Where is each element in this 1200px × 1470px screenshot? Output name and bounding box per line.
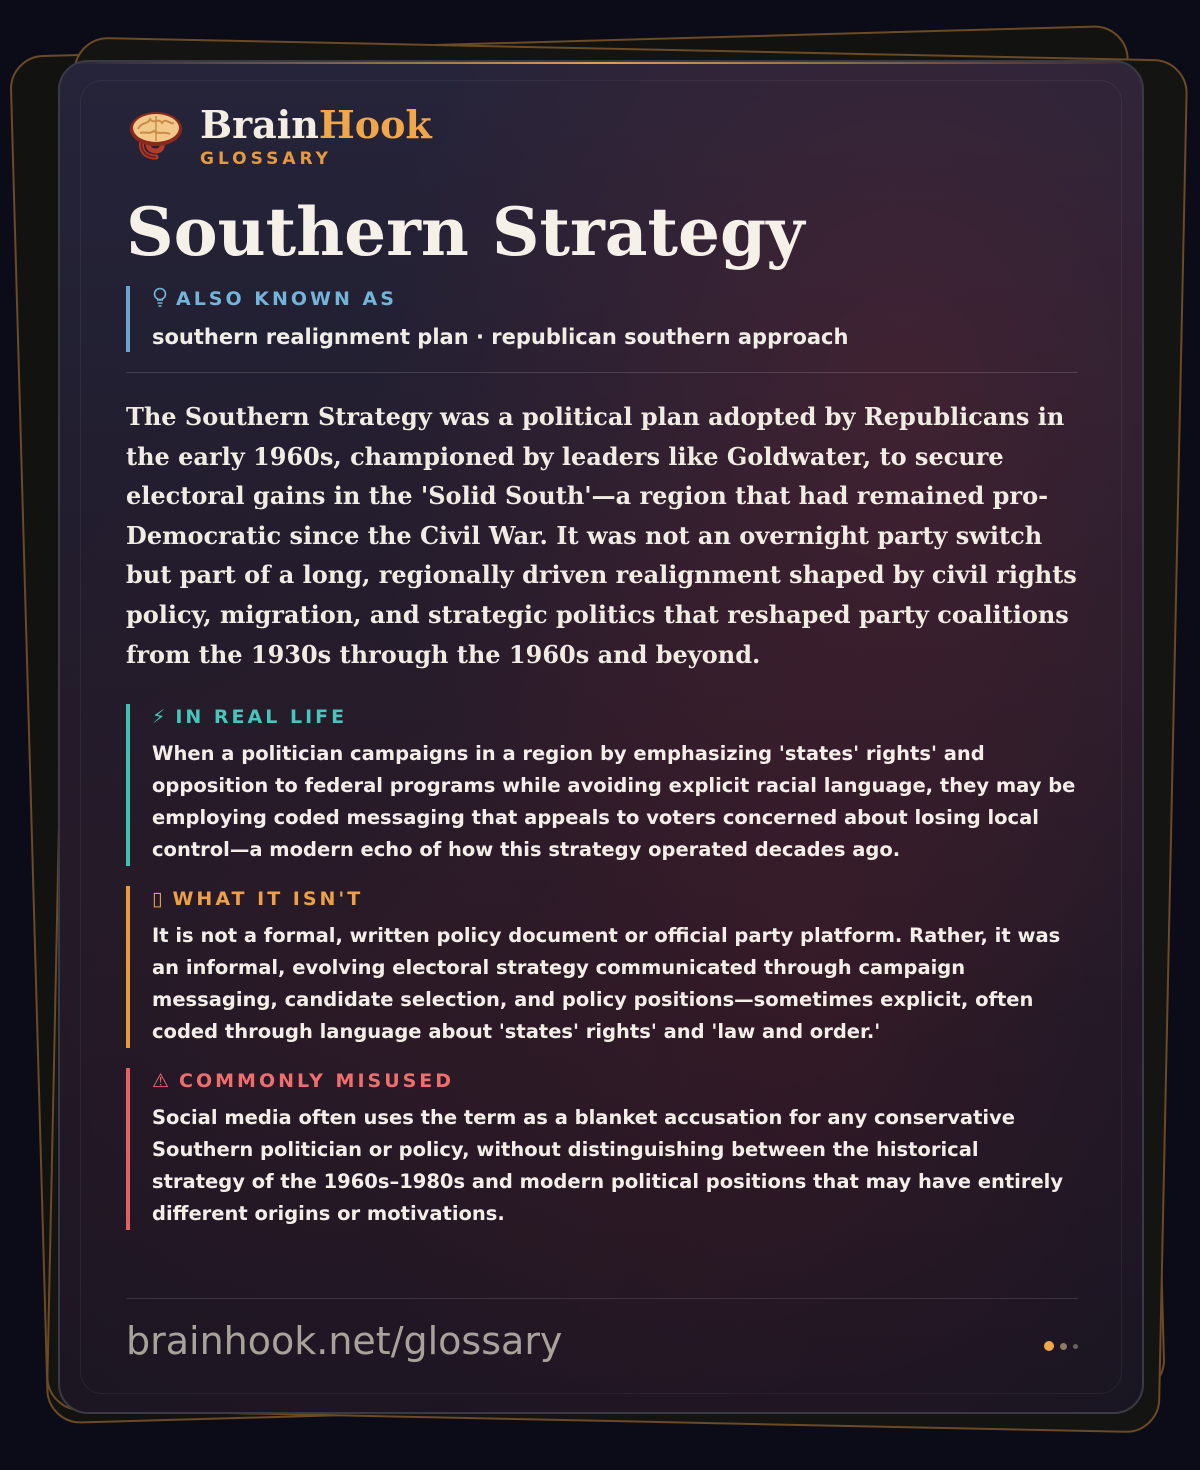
pagination-dot [1073, 1344, 1078, 1349]
brand-name-part2: Hook [318, 102, 432, 147]
pagination-dots [1038, 1341, 1078, 1351]
note-body: When a politician campaigns in a region by emphasizing 'states' rights' and opposition to federal programs while avoiding explicit racial language, they may be employing coded messaging that appeals to voters concerned about losing local control—a modern echo of how this strategy operated decades ago. [152, 742, 1076, 862]
definition-text: The Southern Strategy was a political plan adopted by Republicans in the early 1960s, championed by leaders like Goldwater, to secure electoral gains in the 'Solid South'—a region that had remained pro-Democratic since the Civil War. It was not an overnight party switch but part of a long, regionally driven realignment shaped by civil rights policy, migration, and strategic politics that reshaped party coalitions from the 1930s through the 1960s and beyond. [126, 402, 1077, 669]
lightning-icon: ⚡ [152, 706, 166, 729]
no-entry-icon: ▯ [152, 888, 163, 911]
term-title: Southern Strategy [126, 193, 805, 271]
card-content [126, 102, 1078, 1250]
brand-name [200, 102, 432, 147]
brain-hook-logo-icon [126, 107, 186, 167]
also-known-as-section [126, 286, 1078, 352]
warning-icon: ⚠ [152, 1070, 170, 1093]
glossary-card [58, 60, 1144, 1414]
note-heading [152, 1068, 1078, 1094]
brand-subtitle: GLOSSARY [200, 149, 332, 169]
note-in-real-life [126, 704, 1078, 866]
footer-url[interactable]: brainhook.net/glossary [126, 1319, 563, 1363]
also-known-as-label: ALSO KNOWN AS [176, 288, 397, 310]
note-heading [152, 886, 1078, 912]
note-heading-label: WHAT IT ISN'T [172, 888, 364, 911]
note-body: Social media often uses the term as a blanket accusation for any conservative Southern politician or policy, without distinguishing between the historical strategy of the 1960s–1980s and modern political positions that may have entirely different origins or motivations. [152, 1106, 1064, 1226]
divider [126, 372, 1078, 373]
note-heading-label: IN REAL LIFE [175, 706, 348, 729]
note-heading-label: COMMONLY MISUSED [179, 1070, 455, 1093]
also-known-as-heading [152, 286, 1078, 312]
also-known-as-text: southern realignment plan · republican southern approach [152, 325, 849, 349]
pagination-dot [1060, 1343, 1067, 1350]
lightbulb-icon [152, 287, 168, 307]
note-commonly-misused [126, 1068, 1078, 1230]
note-body: It is not a formal, written policy document or official party platform. Rather, it was an informal, evolving electoral strategy communicated through campaign messaging, candidate selection, and policy positions—sometimes explicit, often coded through language about 'states' rights' and 'law and order.' [152, 924, 1061, 1044]
brand-name-part1: Brain [200, 102, 319, 147]
card-footer [126, 1298, 1078, 1399]
note-what-it-isnt [126, 886, 1078, 1048]
pagination-dot-active [1044, 1341, 1054, 1351]
note-heading [152, 704, 1078, 730]
brand-header [126, 102, 1078, 172]
